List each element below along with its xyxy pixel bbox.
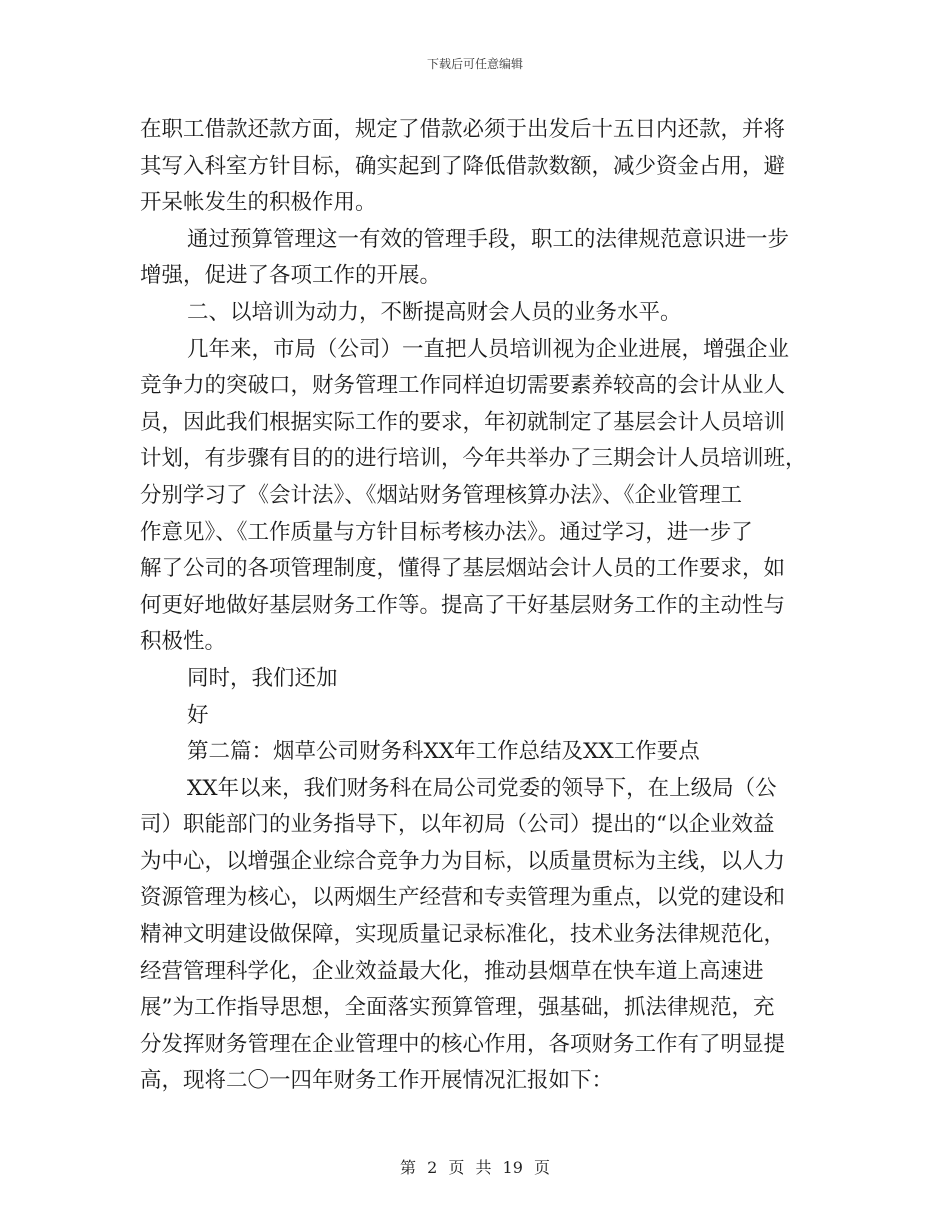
text-line: 精神文明建设做保障，实现质量记录标准化，技术业务法律规范化，	[140, 922, 786, 948]
text-line: 好	[187, 702, 209, 728]
text-line: 经营管理科学化，企业效益最大化，推动县烟草在快车道上高速进	[140, 958, 764, 984]
text-line: 其写入科室方针目标，确实起到了降低借款数额，减少资金占用，避	[140, 153, 786, 179]
text-line: 二、以培训为动力，不断提高财会人员的业务水平。	[187, 299, 682, 325]
text-line: 计划，有步骤有目的的进行培训，今年共举办了三期会计人员培训班，	[140, 446, 807, 472]
text-line: 高，现将二〇一四年财务工作开展情况汇报如下：	[140, 1068, 614, 1094]
text-line: 竞争力的突破口，财务管理工作同样迫切需要素养较高的会计从业人	[140, 373, 786, 399]
text-line: 第二篇：烟草公司财务科XX年工作总结及XX工作要点	[187, 739, 700, 765]
text-line: 通过预算管理这一有效的管理手段，职工的法律规范意识进一步	[187, 226, 790, 252]
text-line: 资源管理为核心，以两烟生产经营和专卖管理为重点，以党的建设和	[140, 885, 786, 911]
text-line: 开呆帐发生的积极作用。	[140, 190, 377, 216]
text-line: 增强，促进了各项工作的开展。	[140, 263, 442, 289]
text-line: 分发挥财务管理在企业管理中的核心作用，各项财务工作有了明显提	[140, 1031, 786, 1057]
text-line: 几年来，市局（公司）一直把人员培训视为企业进展，增强企业	[187, 336, 790, 362]
text-line: 为中心，以增强企业综合竞争力为目标，以质量贯标为主线，以人力	[140, 848, 786, 874]
text-line: 在职工借款还款方面，规定了借款必须于出发后十五日内还款，并将	[140, 117, 786, 142]
text-line: 何更好地做好基层财务工作等。提高了干好基层财务工作的主动性与	[140, 592, 786, 618]
text-line: XX年以来，我们财务科在局公司党委的领导下，在上级局（公	[187, 775, 777, 801]
page-header: 下载后可任意编辑	[426, 57, 523, 71]
document-body	[140, 112, 810, 1100]
text-line: 分别学习了《会计法》、《烟站财务管理核算办法》、《企业管理工	[140, 482, 743, 508]
text-line: 作意见》、《工作质量与方针目标考核办法》。通过学习，进一步了	[140, 519, 753, 545]
text-line: 司）职能部门的业务指导下，以年初局（公司）提出的“以企业效益	[140, 812, 775, 838]
page-footer: 第 2 页 共 19 页	[400, 1158, 550, 1177]
text-line: 展”为工作指导思想，全面落实预算管理，强基础，抓法律规范，充	[140, 995, 775, 1021]
text-line: 解了公司的各项管理制度，懂得了基层烟站会计人员的工作要求，如	[140, 556, 786, 582]
text-line: 积极性。	[140, 629, 227, 655]
text-line: 同时，我们还加	[187, 665, 338, 691]
text-line: 员，因此我们根据实际工作的要求，年初就制定了基层会计人员培训	[140, 409, 786, 435]
